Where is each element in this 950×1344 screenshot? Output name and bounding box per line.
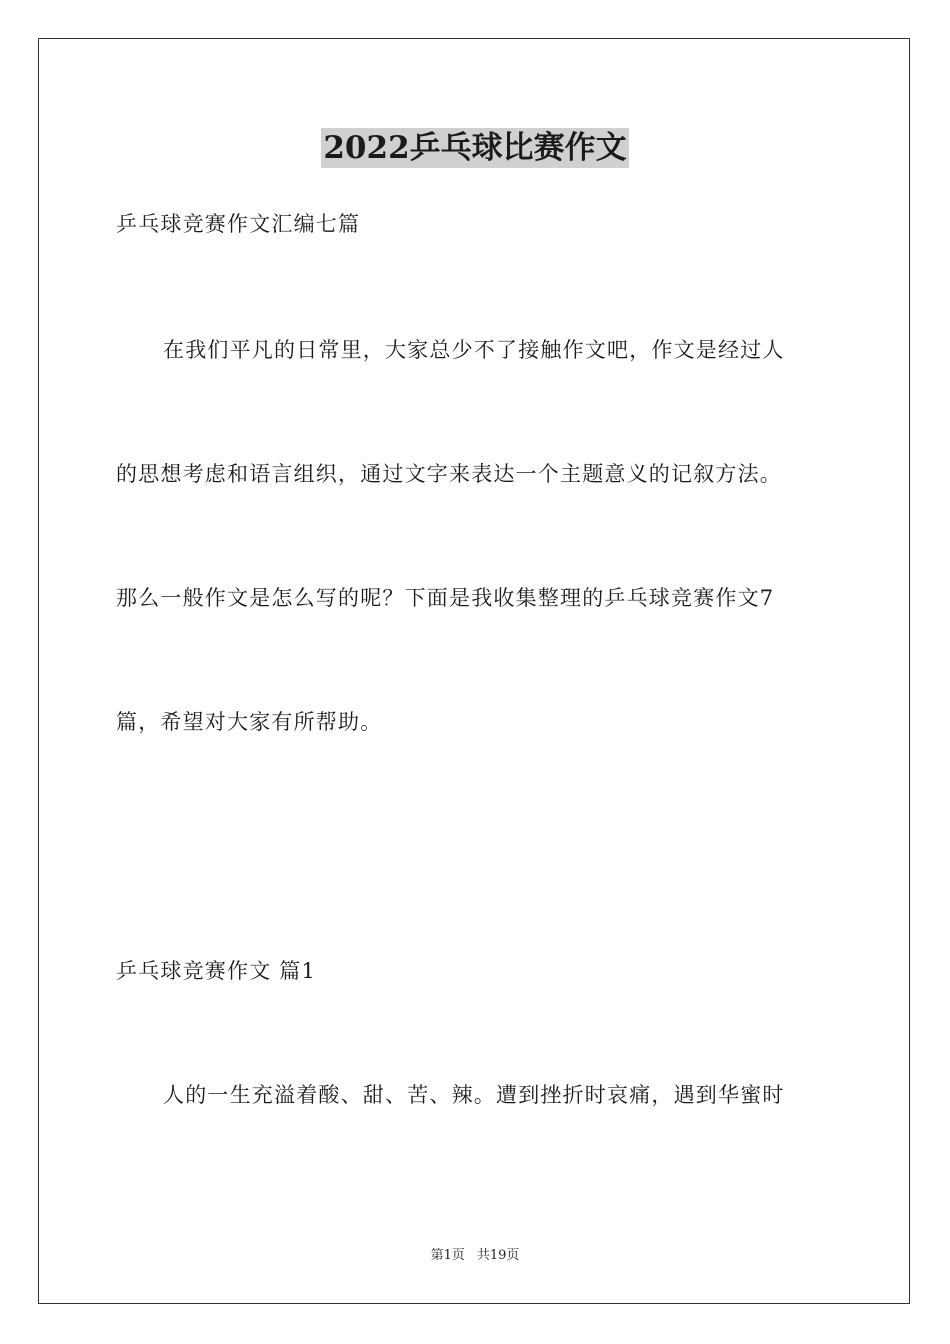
document-subtitle: 乒乓球竞赛作文汇编七篇	[116, 212, 361, 236]
section-heading: 乒乓球竞赛作文 篇1	[116, 959, 317, 983]
section-line-1: 人的一生充溢着酸、甜、苦、辣。遭到挫折时哀痛，遇到华蜜时	[163, 1083, 785, 1107]
intro-line-4: 篇，希望对大家有所帮助。	[116, 710, 383, 734]
page-total: 共19页	[476, 1248, 520, 1263]
document-title: 2022乒乓球比赛作文	[323, 130, 627, 166]
intro-line-3: 那么一般作文是怎么写的呢？下面是我收集整理的乒乓球竞赛作文7	[116, 586, 775, 610]
page-number: 第1页	[430, 1248, 465, 1263]
intro-line-2: 的思想考虑和语言组织，通过文字来表达一个主题意义的记叙方法。	[116, 462, 782, 486]
document-title-wrapper	[0, 128, 950, 173]
intro-line-1: 在我们平凡的日常里，大家总少不了接触作文吧，作文是经过人	[163, 338, 785, 362]
page-footer	[0, 1246, 950, 1266]
